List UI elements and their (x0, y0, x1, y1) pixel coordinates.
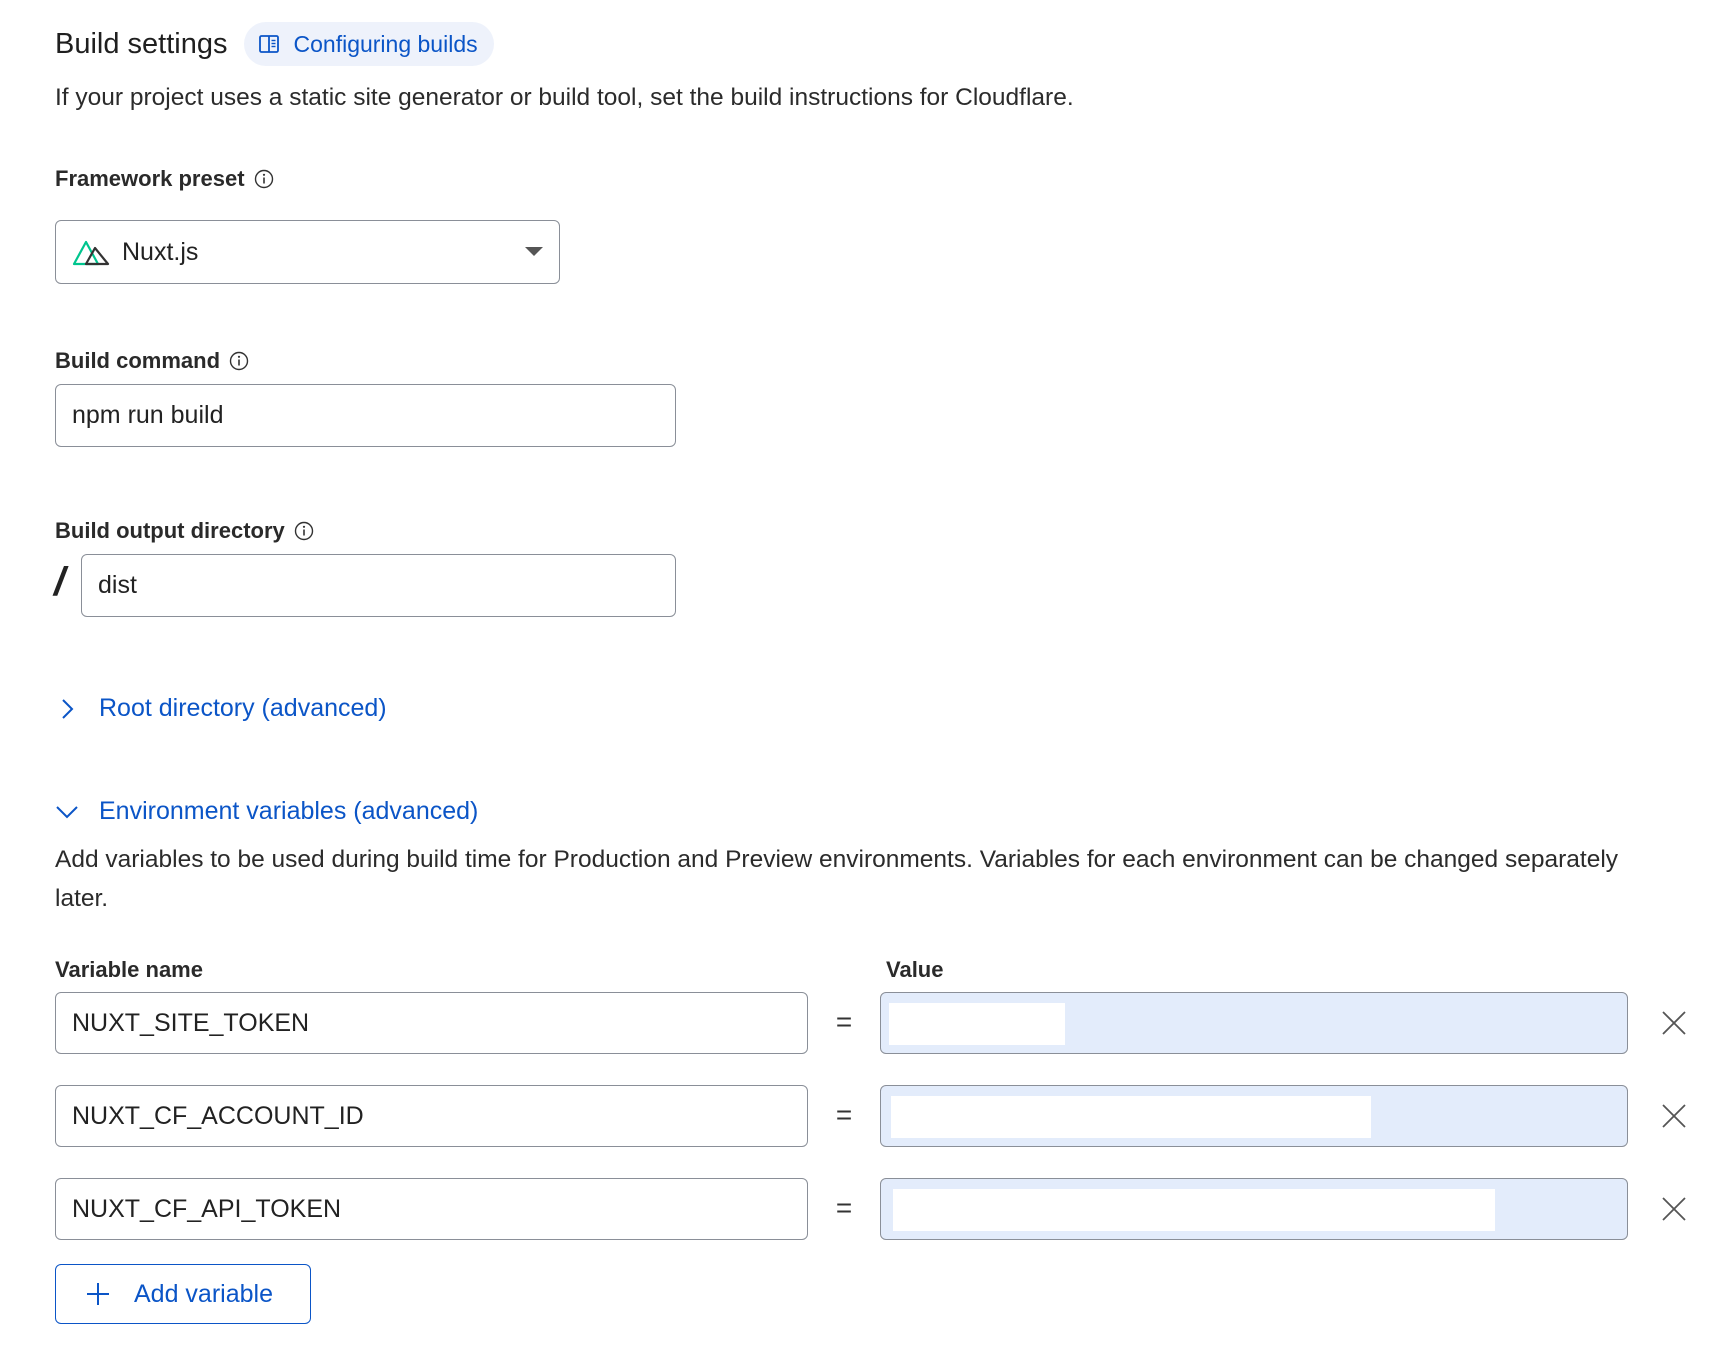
variable-value-input[interactable] (880, 1178, 1628, 1240)
output-directory-prefix: / (54, 560, 66, 604)
framework-preset-label-text: Framework preset (55, 166, 245, 191)
build-command-label (55, 348, 249, 374)
framework-preset-label (55, 166, 274, 192)
header (55, 22, 494, 66)
close-icon[interactable] (1660, 1195, 1688, 1223)
variable-name-value: NUXT_CF_ACCOUNT_ID (72, 1101, 364, 1130)
build-output-directory-input[interactable] (81, 554, 676, 617)
build-command-label-text: Build command (55, 348, 221, 373)
value-redaction (889, 1003, 1065, 1045)
variable-name-input[interactable] (55, 1178, 808, 1240)
build-output-directory-label (55, 518, 314, 544)
root-directory-toggle[interactable] (55, 694, 387, 723)
build-output-directory-label-text: Build output directory (55, 518, 285, 543)
root-directory-label: Root directory (advanced) (99, 694, 387, 722)
configuring-builds-link[interactable] (244, 22, 494, 66)
environment-variables-toggle[interactable] (55, 797, 478, 826)
equals-sign: = (835, 1192, 853, 1223)
info-icon[interactable] (294, 521, 314, 541)
build-command-input[interactable] (55, 384, 676, 447)
build-output-directory-value: dist (98, 571, 137, 599)
close-icon[interactable] (1660, 1102, 1688, 1130)
add-variable-label: Add variable (134, 1279, 273, 1308)
variable-name-value: NUXT_SITE_TOKEN (72, 1008, 310, 1037)
equals-sign: = (835, 1099, 853, 1130)
book-icon (258, 33, 280, 55)
environment-variables-label: Environment variables (advanced) (99, 797, 479, 825)
value-redaction (893, 1189, 1495, 1231)
chevron-right-icon (55, 697, 79, 721)
variable-name-header: Variable name (55, 957, 203, 982)
build-command-value: npm run build (72, 401, 224, 429)
value-header: Value (886, 957, 944, 982)
framework-preset-value: Nuxt.js (122, 237, 199, 266)
value-redaction (891, 1096, 1371, 1138)
nuxt-logo-icon (72, 238, 110, 266)
variable-name-value: NUXT_CF_API_TOKEN (72, 1194, 342, 1223)
configuring-builds-label: Configuring builds (293, 30, 478, 57)
page-title: Build settings (55, 27, 228, 60)
chevron-down-icon (525, 247, 543, 256)
variable-value-input[interactable] (880, 992, 1628, 1054)
variable-name-input[interactable] (55, 1085, 808, 1147)
variable-value-input[interactable] (880, 1085, 1628, 1147)
plus-icon (86, 1282, 110, 1306)
close-icon[interactable] (1660, 1009, 1688, 1037)
chevron-down-icon (55, 800, 79, 824)
add-variable-button[interactable] (55, 1264, 311, 1324)
variable-name-input[interactable] (55, 992, 808, 1054)
info-icon[interactable] (229, 351, 249, 371)
environment-variables-description: Add variables to be used during build time for Production and Preview environments. Variables for each environment can be changed separately later. (55, 846, 1619, 912)
info-icon[interactable] (254, 169, 274, 189)
framework-preset-select[interactable] (55, 220, 560, 284)
equals-sign: = (835, 1006, 853, 1037)
intro-text: If your project uses a static site generator or build tool, set the build instructions for Cloudflare. (55, 84, 1074, 111)
